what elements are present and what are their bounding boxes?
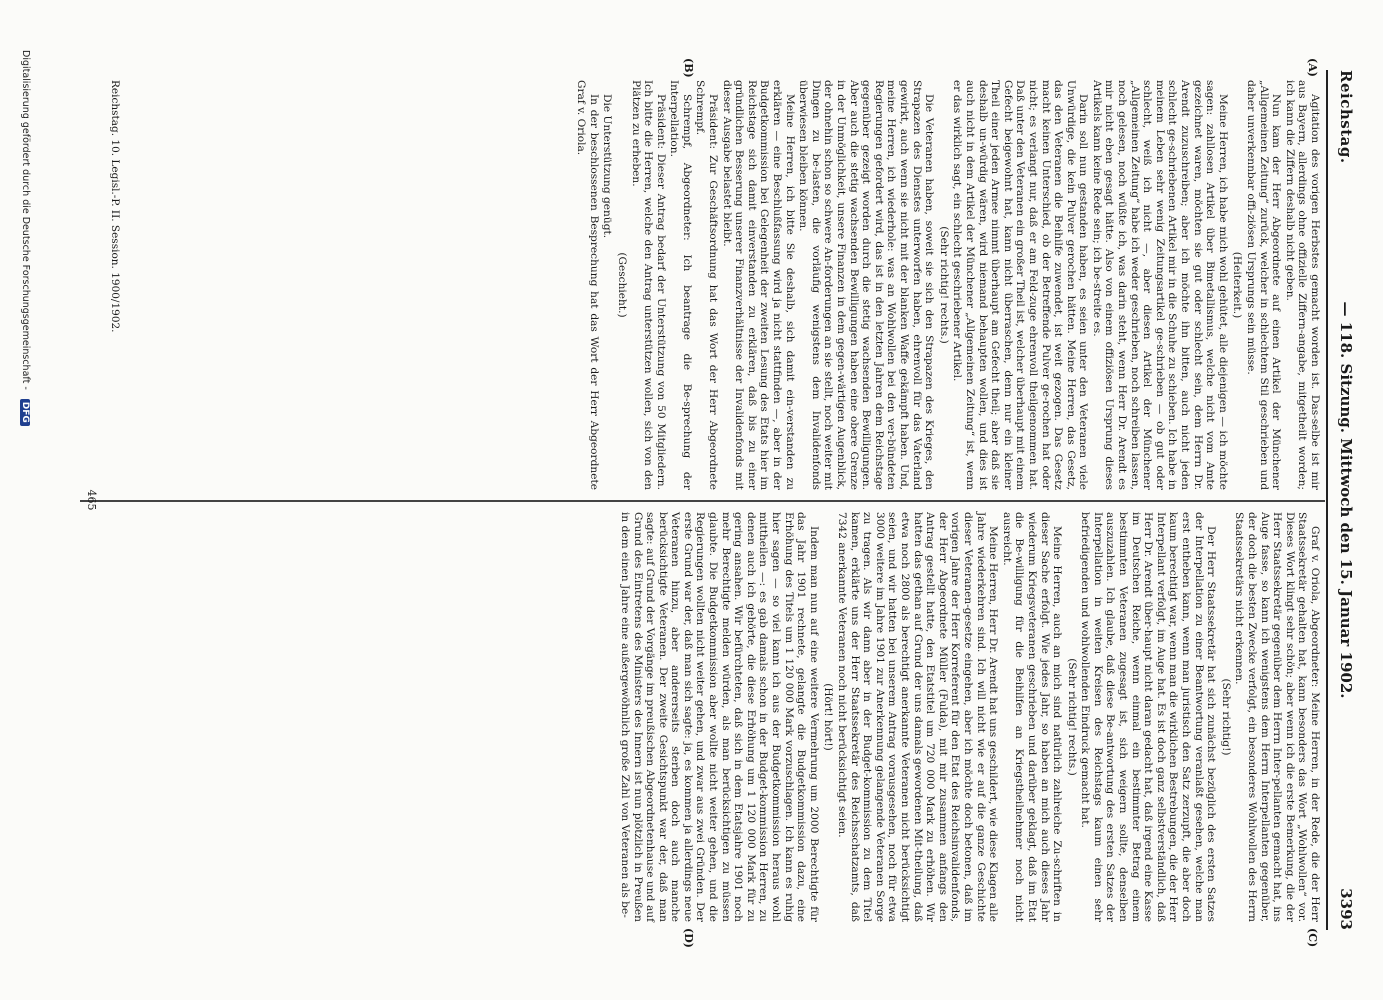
margin-letter-b: (B) [682,58,695,78]
page-number: 3393 [1337,888,1355,930]
left-column-paragraph: Die Veteranen haben, soweit sie sich den Strapazen des Krieges, den Strapazen des Dienstes unterworfen haben, ehrenvoll für das Vaterland gewirkt, auch wenn sie nicht mit der blanken Waffe gekämpft haben. Und, meine Herren, ich wiederhole: was an Wohlwollen bei den ver-bündeten Regierungen gefordert wird, das ist in den letzten Jahren dem Reichstage gegenüber gezeigt worden durch die stetig wachsenden Bewilligungen. Aber auch die stetig wachsenden Bewilligungen haben eine obere Grenze in der Unmöglichkeit, unsere Finanzen in dem gegen-wärtigen Augenblick, der ohnehin schon so schwere An-forderungen an sie stellt, noch weiter mit Dingen zu be-lasten, die vorläufig wenigstens dem Invalidenfonds überwiesen bleiben können. [797,80,936,490]
right-column-paragraph: (Hört! hört!) [822,683,835,751]
footer-source: Reichstag. 10. Legisl.-P. II. Session. 1900/1902. [109,80,121,333]
left-column-paragraph: Nun kam der Herr Abgeordnete auf einen Artikel der Münchener „Allgemeinen Zeitung“ zurück, welcher in schlechtem Stil geschrieben und daher unverkennbar offi-ziösen Ursprungs sein müsse. [1245,80,1283,490]
margin-letter-d: (D) [682,928,695,948]
left-column-paragraph: (Heiterkeit.) [1231,251,1244,319]
right-column-paragraph: Der Herr Staatssekretär hat sich zunächst bezüglich des ersten Satzes der Interpellation zu einer Beantwortung veranlaßt gesehen, welche man erst entheben kann, wenn man juristisch den Satz zerzupft, die aber doch kaum berechtigt war, wenn man die wirklichen Bestrebungen, die der Herr Interpellant verfolgt, im Auge hat. Es ist doch ganz selbstverständlich, daß Herr Dr. Arendt über-haupt nicht daran gedacht hat, daß irgend eine Kasse im Deutschen Reiche, wenn einmal ein bestimmter Betrag einem bestimmten Veteranen zugesagt ist, sich weigern sollte, denselben auszuzahlen. Ich glaube, daß diese Be-antwortung des ersten Satzes der Interpellation in weiten Kreisen des Reichstags kaum einen sehr befriedigenden und wohlwollenden Eindruck gemacht hat. [1079,512,1218,922]
margin-letter-c: (C) [1306,928,1319,948]
left-column-paragraph: In der beschlossenen Besprechung hat das Wort der Herr Abgeordnete Graf v. Oriola. [575,80,600,490]
left-column-paragraph: Agitation des vorigen Herbstes gemacht worden ist. Das-selbe ist mir aus Bayern, allerdings ohne offizielle Ziffern-angabe, mitgetheilt worden; ich kann die Ziffern deshalb nicht geben. [1283,80,1321,490]
left-column-paragraph: (Geschieht.) [615,252,628,318]
right-column-paragraph: Indem man nun auf eine weitere Vermehrung um 2000 Berechtigte für das Jahr 1901 rechnete, gelangte die Budgetkommission dazu, eine Erhöhung des Titels um 1 120 000 Mark vorzuschlagen. Ich kann es ruhig hier sagen — so viel kann ich aus der Budgetkommission heraus wohl mittheilen —: es gab damals schon in der Budget-kommission Herren, zu denen auch ich gehörte, die diese Erhöhung um 1 120 000 Mark für zu gering ansahen. Wir befürchteten, daß sich in dem Etatsjahre 1901 noch mehr Berechtigte melden würden, als man berücksichtigen zu müssen glaubte. Die Budgetkommission aber wollte nicht weiter gehen, und die Regierungen wollten nicht weiter gehen, und zwar aus zwei Gründen. Der erste Grund war der, daß man sich sagte: ja, es kommen ja allerdings neue Veteranen hinzu, aber andererseits sterben doch auch manche berücksichtigte Veteranen. Der zweite Gesichtspunkt war der, daß man sagte: auf Grund der Vorgänge im preußischen Abgeordnetenhause und auf Grund des Eintretens des Ministers des Innern ist nun plötzlich in Preußen in dem einen Jahre eine außergewöhnlich große Zahl von Veteranen als be- [618,512,820,922]
credit-text: Digitalisierung gefördert durch die Deutsche Forschungsgemeinschaft - [20,50,31,390]
header-left: Reichstag. [1337,70,1355,164]
right-column-paragraph: (Sehr richtig!) [1219,678,1232,756]
right-column-paragraph: Meine Herren, auch an mich sind natürlich zahlreiche Zu-schriften in dieser Sache erfolgt. Wie jedes Jahr, so haben an mich auch dieses Jahr wiederum Kriegsveteranen geschrieben und darüber geklagt, daß im Etat die Be-willigung für die Beihilfen an Kriegstheilnehmer noch nicht ausreicht. [1000,512,1064,922]
dfg-logo: DFG [20,399,30,426]
left-column [574,80,1321,490]
digitization-credit [20,50,31,426]
header-title: — 118. Sitzung. Mittwoch den 15. Januar 1902. [1337,301,1355,699]
left-column-paragraph: Meine Herren, ich bitte Sie deshalb, sich damit ein-verstanden zu erklären — eine Beschlußfassung wird ja nicht stattfinden —, aber in der Budgetkommission bei Gelegenheit der zweiten Lesung des Etats hier im Reichstage sich damit einverstanden zu erklären, daß bis zu einer gründlichen Besserung unserer Finanzverhältnisse der Invalidenfonds mit dieser Ausgabe belastet bleibt. [720,80,796,490]
margin-letter-a: (A) [1306,58,1319,77]
column-divider [80,500,1325,502]
left-column-paragraph: Meine Herren, ich habe mich wohl gehütet, alle diejenigen — ich möchte sagen: zahllosen Artikel über Bimetallismus, welche nicht vom Amte gezeichnet waren, möchten sie gut oder schlecht sein, dem Herrn Dr. Arendt zuzuschreiben; aber ich möchte ihn bitten, auch nicht jeden schlecht ge-schriebenen Artikel mir in die Schuhe zu schieben. Ich habe in meinem Leben sehr wenig Zeitungsartikel ge-schrieben — ob gut oder schlecht, weiß ich nicht —, aber diesen Artikel der Münchener „Allgemeinen Zeitung“ habe ich weder geschrieben, noch schreiben lassen, noch gelesen, noch wüßte ich, was darin steht, wenn Herr Dr. Arendt es mir nicht eben gesagt hätte. Also von einem offiziösen Ursprung dieses Artikels kann keine Rede sein; ich be-streite es. [1090,80,1229,490]
footer-page-number: 465 [85,489,98,511]
left-column-paragraph: Präsident: Zur Geschäftsordnung hat das Wort der Herr Abgeordnete Schrempf. [694,80,720,490]
left-column-paragraph: Schrempf, Abgeordneter: Ich beantrage die Be-sprechung der Interpellation. [668,80,693,490]
left-column-paragraph: Präsident: Dieser Antrag bedarf der Unterstützung von 50 Mitgliedern. Ich bitte die Herren, welche den Antrag unterstützen wollen, sich von den Plätzen zu erheben. [629,80,667,490]
left-column-paragraph: Die Unterstützung genügt. [601,94,614,239]
page-header [1331,70,1355,930]
right-column [617,512,1321,922]
right-column-paragraph: Graf v. Oriola, Abgeordneter: Meine Herren, in der Rede, die der Herr Staatssekretär gehalten hat, kann besonders das Wort „Wohlwollen“ vor. Dieses Wort klingt sehr schön; aber wenn ich die erste Bemerkung, die der Herr Staatssekretär gegenüber dem Herrn Inter-pellanten gemacht hat, ins Auge fasse, so kann ich wenigstens dem Herrn Interpellanten gegenüber, der doch die besten Zwecke verfolgt, ein besonderes Wohlwollen des Herrn Staatssekretärs nicht erkennen. [1233,512,1321,922]
header-rule [1326,70,1328,930]
right-column-paragraph: (Sehr richtig! rechts.) [1065,658,1078,776]
left-column-paragraph: (Sehr richtig! rechts.) [937,226,950,344]
left-column-paragraph: Darin soll nun gestanden haben, es seien unter den Veteranen viele Unwürdige, die kein Pulver gerochen hätten. Meine Herren, das Gesetz, das den Veteranen die Beihilfe zuwendet, ist weit gezogen. Das Gesetz macht keinen Unterschied, ob der Betreffende Pulver ge-rochen hat oder nicht; es verlangt nur, daß er am Feld-zuge ehrenvoll theilgenommen hat. Daß unter den Veteranen ein großer Theil ist, welcher überhaupt mit einem Gefecht beigewohnt hat, kann nicht überraschen, denn nur ein kleiner Theil einer jeden Armee nimmt überhaupt am Gefecht theil; aber daß sie deshalb un-würdig wären, wird niemand behaupten wollen, und dies ist auch nicht in dem Artikel der Münchener „Allgemeinen Zeitung“ ist, wenn er das wirklich sagt, ein schlecht geschriebener Artikel. [951,80,1090,490]
right-column-paragraph: Meine Herren, Herr Dr. Arendt hat uns geschildert, wie diese Klagen alle Jahre wiederkehren sind. Ich will nicht wie er auf die ganze Geschichte dieser Veteranen-gesetze eingehen, aber ich möchte doch betonen, daß im vorigen Jahre der Herr Korreferent für den Etat des Reichsinvalidenfonds, der Herr Abgeordnete Müller (Fulda), mit mir zusammen anfangs den Antrag gestellt hatte, den Etatstitel um 720 000 Mark zu erhöhen. Wir hatten das gethan auf Grund der uns damals gewordenen Mit-theilung, daß etwa noch 2800 als berechtigt anerkannte Veteranen nicht berücksichtigt seien, und wir hatten bei unserem Antrag vorausgesehen, noch für etwa 3000 weitere im Jahre 1901 zur Anerkennung gelangende Veteranen Sorge zu tragen. Als wir dann aber in der Budget-kommission zu dem Titel kamen, erklärte uns der Herr Staatssekretär des Reichsschatzamts, daß 7342 anerkannte Veteranen noch nicht berücksichtigt seien. [836,512,1000,922]
